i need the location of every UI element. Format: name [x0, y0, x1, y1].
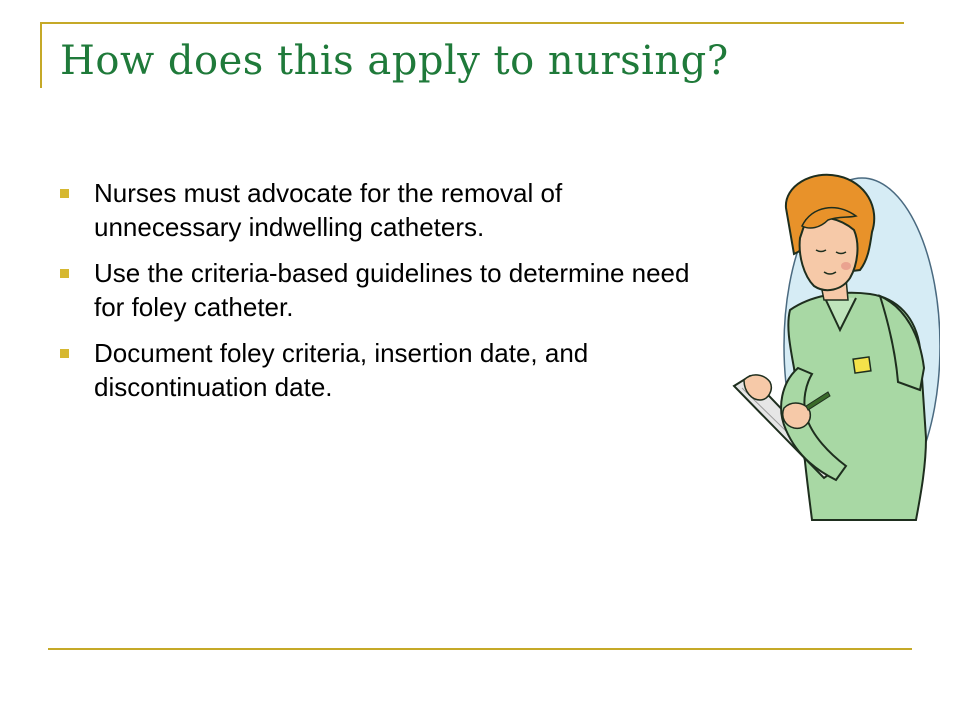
left-rule — [40, 22, 42, 88]
square-bullet-icon — [60, 349, 69, 358]
nurse-with-clipboard-icon — [720, 168, 940, 528]
top-rule — [40, 22, 904, 24]
bottom-rule — [48, 648, 912, 650]
bullet-item — [60, 256, 710, 324]
bullet-item — [60, 176, 710, 244]
bullet-list — [60, 176, 710, 416]
slide-title: How does this apply to nursing? — [60, 38, 729, 84]
square-bullet-icon — [60, 189, 69, 198]
bullet-text: Use the criteria-based guidelines to determine need for foley catheter. — [94, 258, 690, 322]
bullet-text: Nurses must advocate for the removal of unnecessary indwelling catheters. — [94, 178, 563, 242]
bullet-text: Document foley criteria, insertion date, and discontinuation date. — [94, 338, 589, 402]
square-bullet-icon — [60, 269, 69, 278]
bullet-item — [60, 336, 710, 404]
